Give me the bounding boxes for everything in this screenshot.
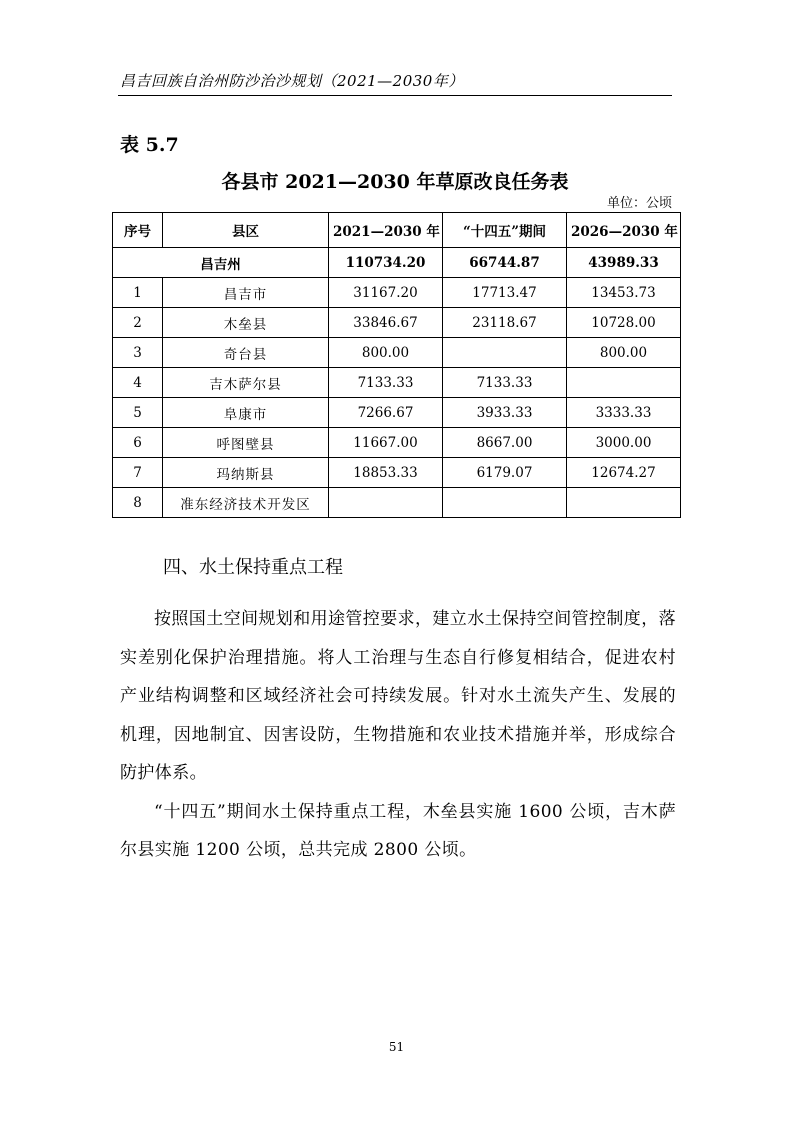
row-14th-fyp-cell: 3933.33 [443, 398, 567, 428]
row-2026-2030-cell [567, 488, 681, 518]
table-row [113, 428, 681, 458]
row-14th-fyp-cell: 7133.33 [443, 368, 567, 398]
row-district-cell: 玛纳斯县 [163, 458, 329, 488]
table-row [113, 458, 681, 488]
table-row [113, 308, 681, 338]
row-2026-2030-cell: 800.00 [567, 338, 681, 368]
row-14th-fyp-cell: 8667.00 [443, 428, 567, 458]
col-header-14th-fyp: “十四五”期间 [443, 213, 567, 248]
row-2021-2030-cell [329, 488, 443, 518]
total-2021-2030-cell: 110734.20 [329, 248, 443, 278]
row-district-cell: 木垒县 [163, 308, 329, 338]
page-number: 51 [388, 1040, 405, 1054]
total-14th-fyp-cell: 66744.87 [443, 248, 567, 278]
col-header-district: 县区 [163, 213, 329, 248]
row-14th-fyp-cell: 17713.47 [443, 278, 567, 308]
col-header-no: 序号 [113, 213, 163, 248]
table-label: 表 5.7 [120, 134, 179, 156]
col-header-2026-2030: 2026—2030 年 [567, 213, 681, 248]
row-no-cell: 2 [113, 308, 163, 338]
row-district-cell: 阜康市 [163, 398, 329, 428]
row-14th-fyp-cell [443, 488, 567, 518]
body-paragraph: 按照国土空间规划和用途管控要求，建立水土保持空间管控制度，落实差别化保护治理措施。将人工治理与生态自行修复相结合，促进农村产业结构调整和区域经济社会可持续发展。针对水土流失产生、发展的机理，因地制宜、因害设防，生物措施和农业技术措施并举，形成综合防护体系。 [120, 609, 676, 783]
unit-label: 单位：公顷 [606, 196, 672, 211]
row-2026-2030-cell: 3333.33 [567, 398, 681, 428]
row-no-cell: 7 [113, 458, 163, 488]
grassland-improvement-table [112, 212, 681, 518]
table-row [113, 278, 681, 308]
row-district-cell: 昌吉市 [163, 278, 329, 308]
table-header-row [113, 213, 681, 248]
row-2026-2030-cell [567, 368, 681, 398]
table-row [113, 398, 681, 428]
running-header: 昌吉回族自治州防沙治沙规划（2021—2030年） [120, 72, 464, 90]
row-no-cell: 3 [113, 338, 163, 368]
table-row [113, 488, 681, 518]
body-paragraph: “十四五”期间水土保持重点工程，木垒县实施 1600 公顷，吉木萨尔县实施 1200 公顷，总共完成 2800 公顷。 [120, 801, 676, 860]
row-2021-2030-cell: 7266.67 [329, 398, 443, 428]
row-no-cell: 6 [113, 428, 163, 458]
row-district-cell: 准东经济技术开发区 [163, 488, 329, 518]
row-14th-fyp-cell: 6179.07 [443, 458, 567, 488]
row-14th-fyp-cell: 23118.67 [443, 308, 567, 338]
row-no-cell: 4 [113, 368, 163, 398]
row-no-cell: 8 [113, 488, 163, 518]
row-2021-2030-cell: 800.00 [329, 338, 443, 368]
body-text [120, 600, 676, 870]
row-2021-2030-cell: 18853.33 [329, 458, 443, 488]
row-district-cell: 奇台县 [163, 338, 329, 368]
row-no-cell: 5 [113, 398, 163, 428]
row-2021-2030-cell: 31167.20 [329, 278, 443, 308]
total-name-cell: 昌吉州 [113, 248, 329, 278]
table-row [113, 368, 681, 398]
total-2026-2030-cell: 43989.33 [567, 248, 681, 278]
row-2026-2030-cell: 10728.00 [567, 308, 681, 338]
row-2026-2030-cell: 13453.73 [567, 278, 681, 308]
table-title: 各县市 2021—2030 年草原改良任务表 [221, 171, 569, 193]
table-row [113, 338, 681, 368]
section-heading: 四、水土保持重点工程 [163, 557, 343, 578]
row-district-cell: 呼图壁县 [163, 428, 329, 458]
row-2026-2030-cell: 12674.27 [567, 458, 681, 488]
row-2021-2030-cell: 33846.67 [329, 308, 443, 338]
row-2021-2030-cell: 7133.33 [329, 368, 443, 398]
header-rule [118, 95, 672, 96]
row-no-cell: 1 [113, 278, 163, 308]
row-2021-2030-cell: 11667.00 [329, 428, 443, 458]
row-14th-fyp-cell [443, 338, 567, 368]
table-total-row [113, 248, 681, 278]
row-district-cell: 吉木萨尔县 [163, 368, 329, 398]
row-2026-2030-cell: 3000.00 [567, 428, 681, 458]
col-header-2021-2030: 2021—2030 年 [329, 213, 443, 248]
